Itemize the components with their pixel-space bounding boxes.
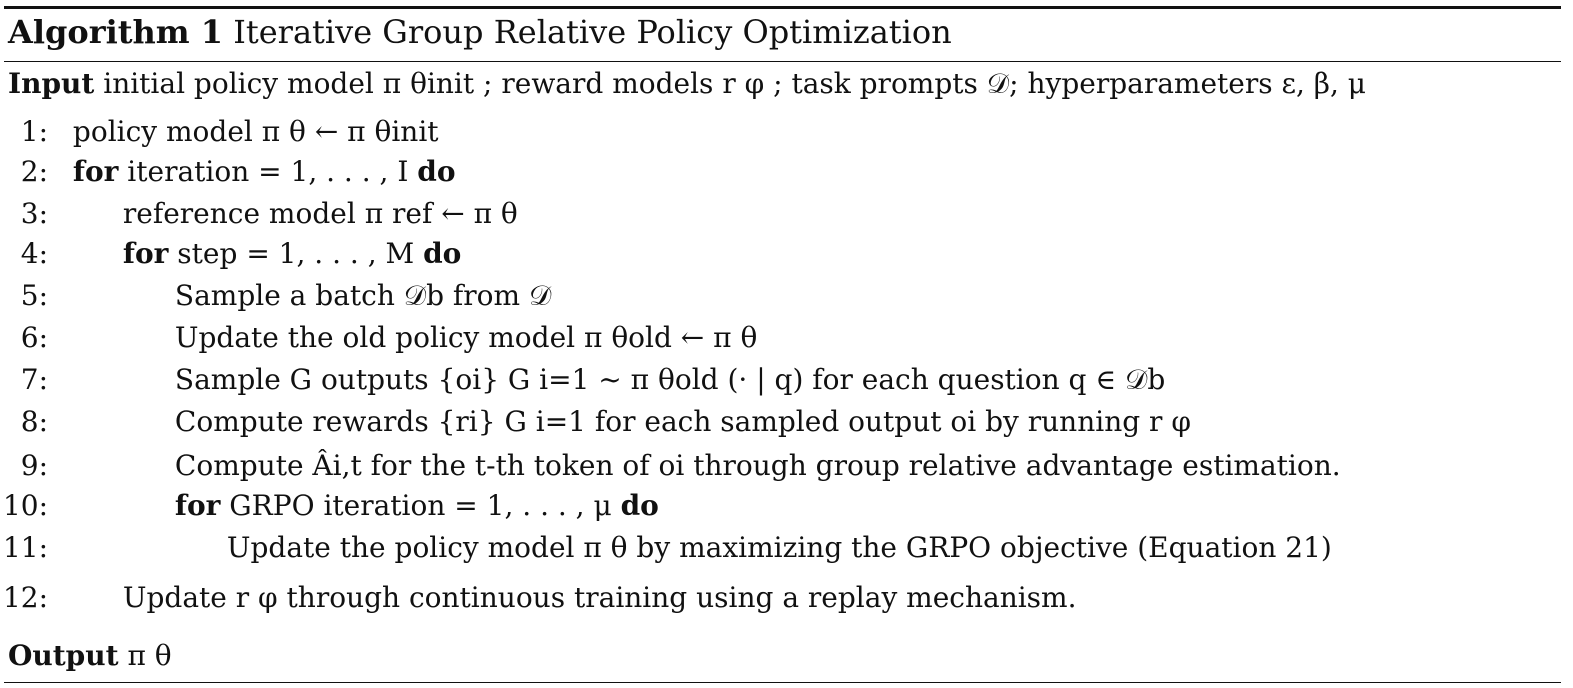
line-number: 11: [2, 531, 48, 564]
line-number: 6: [20, 321, 48, 354]
algorithm-line-7 [0, 360, 1165, 400]
line-number: 3: [20, 197, 48, 230]
algorithm-label: Algorithm 1 [8, 13, 224, 51]
line-number: 8: [20, 405, 48, 438]
line-number: 7: [20, 363, 48, 396]
header-rule [4, 61, 1561, 62]
algorithm-line-2 [0, 152, 456, 192]
line-number: 2: [20, 155, 48, 188]
algorithm-line-6 [0, 318, 757, 358]
line-text: Compute rewards {ri} G i=1 for each sampled output oi by running r φ [174, 405, 1191, 438]
keyword-do: do [620, 489, 659, 522]
algorithm-line-3 [0, 194, 518, 234]
line-text: Sample a batch 𝒟b from 𝒟 [174, 279, 552, 312]
line-text: Update the policy model π θ by maximizing the GRPO objective (Equation 21) [226, 531, 1332, 564]
output-line [8, 636, 172, 676]
algorithm-line-5 [0, 276, 551, 316]
algorithm-line-4 [0, 234, 461, 274]
bottom-rule [4, 682, 1561, 683]
output-text: π θ [127, 639, 172, 672]
line-number: 1: [20, 115, 48, 148]
input-line [8, 64, 1366, 104]
line-text: Update the old policy model π θold ← π θ [174, 321, 758, 354]
algorithm-name: Iterative Group Relative Policy Optimization [233, 13, 952, 51]
line-number: 5: [20, 279, 48, 312]
input-text: initial policy model π θinit ; reward models r φ ; task prompts 𝒟; hyperparameters ε, β, μ [103, 67, 1366, 100]
keyword-for: for [174, 489, 221, 522]
input-label: Input [8, 67, 95, 100]
algorithm-line-8 [0, 402, 1191, 442]
algorithm-line-1 [0, 112, 439, 152]
line-number: 9: [20, 449, 48, 482]
algorithm-line-9 [0, 446, 1341, 486]
keyword-for: for [72, 155, 119, 188]
line-text: iteration = 1, . . . , I [127, 155, 409, 188]
algorithm-line-11 [0, 528, 1332, 568]
line-text: Sample G outputs {oi} G i=1 ~ π θold (· | q) for each question q ∈ 𝒟b [174, 363, 1166, 396]
line-text: Compute Âi,t for the t-th token of oi through group relative advantage estimation. [174, 449, 1341, 482]
algorithm-title [8, 8, 952, 56]
line-number: 4: [20, 237, 48, 270]
keyword-for: for [122, 237, 169, 270]
algorithm-line-12 [0, 578, 1077, 618]
keyword-do: do [423, 237, 462, 270]
line-text: reference model π ref ← π θ [122, 197, 518, 230]
line-number: 10: [2, 489, 48, 522]
line-text: GRPO iteration = 1, . . . , μ [229, 489, 612, 522]
line-text: policy model π θ ← π θinit [72, 115, 439, 148]
line-number: 12: [2, 581, 48, 614]
line-text: Update r φ through continuous training using a replay mechanism. [122, 581, 1077, 614]
output-label: Output [8, 639, 119, 672]
line-text: step = 1, . . . , M [177, 237, 415, 270]
algorithm-line-10 [0, 486, 659, 526]
keyword-do: do [417, 155, 456, 188]
